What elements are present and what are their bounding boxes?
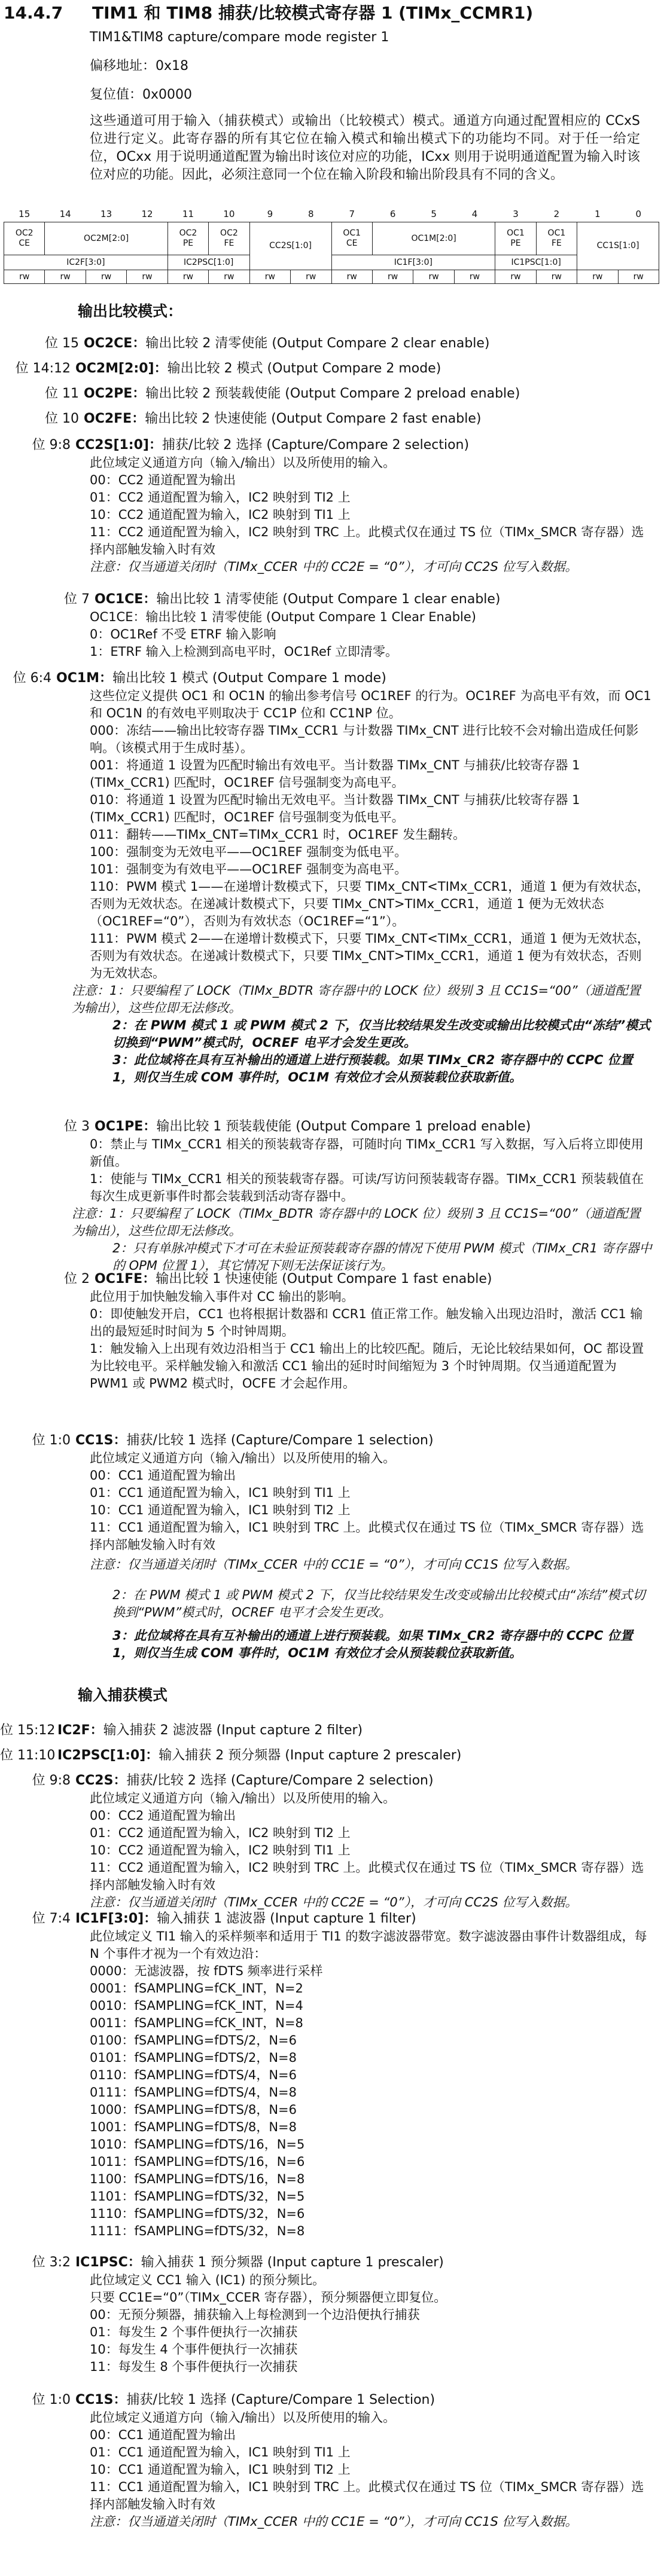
field-description: 输出比较 2 清零使能 (Output Compare 2 clear enable) — [145, 336, 490, 351]
field-ic1f — [0, 1910, 658, 2240]
field-name: IC2PSC[1:0]： — [57, 1748, 159, 1763]
field-cc1s-output — [0, 1432, 658, 1662]
field-text: 1110：fSAMPLING=fDTS/32，N=6 — [90, 2207, 305, 2221]
field-text: 10：CC1 通道配置为输入，IC1 映射到 TI2 上 — [90, 1503, 351, 1517]
bit-number: 5 — [431, 209, 437, 219]
field-text: 10：每发生 4 个事件便执行一次捕获 — [90, 2342, 298, 2357]
field-text: 000：冻结——输出比较寄存器 TIMx_CCR1 与计数器 TIMx_CNT 进行比较不会对输出造成任何影响。（该模式用于生成时基）。 — [90, 723, 639, 755]
field-cc2s-input — [0, 1772, 658, 1911]
register-subtitle: TIM1&TIM8 capture/compare mode register 1 — [90, 30, 389, 45]
field-note: 注意：仅当通道关闭时（TIMx_CCER 中的 CC1E = “0”），才可向 CC1S 位写入数据。 — [90, 2514, 578, 2529]
input-field-row — [4, 255, 659, 270]
field-description: 输出比较 1 预装载使能 (Output Compare 1 preload enable) — [156, 1119, 531, 1134]
field-text: 1011：fSAMPLING=fDTS/16，N=6 — [90, 2155, 305, 2169]
bit-number: 13 — [100, 209, 112, 219]
field-text: 0001：fSAMPLING=fCK_INT，N=2 — [90, 1981, 303, 1996]
access-cell: rw — [167, 270, 208, 284]
field-text: 11：CC2 通道配置为输入，IC2 映射到 TRC 上。此模式仅在通过 TS 位（TIMx_SMCR 寄存器）选择内部触发输入时有效 — [90, 525, 644, 557]
bit-number: 8 — [308, 209, 314, 219]
access-cell: rw — [495, 270, 536, 284]
field-name: IC1F[3:0]： — [75, 1911, 157, 1926]
field-text: 11：每发生 8 个事件便执行一次捕获 — [90, 2360, 298, 2374]
field-text: 只要 CC1E=“0”（TIMx_CCER 寄存器），预分频器便立即复位。 — [90, 2290, 447, 2305]
bit-position: 位 10 — [45, 411, 79, 426]
field-text: 100：强制变为无效电平——OC1REF 强制变为低电平。 — [90, 845, 407, 859]
field-description: 捕获/比较 2 选择 (Capture/Compare 2 selection) — [162, 438, 470, 453]
field-text: 00：CC2 通道配置为输出 — [90, 473, 236, 487]
field-oc1ce — [0, 591, 658, 661]
register-bit-table — [4, 206, 659, 284]
field-text: 此位域定义通道方向（输入/输出）以及所使用的输入。 — [90, 1451, 396, 1465]
field-name: CC1S： — [75, 2392, 127, 2407]
field-cell: CC1S[1:0] — [577, 222, 659, 270]
bit-position: 位 15 — [45, 336, 79, 351]
field-name: OC2M[2:0]： — [75, 361, 167, 376]
field-text: 00：CC1 通道配置为输出 — [90, 1468, 236, 1483]
output-compare-heading: 输出比较模式： — [78, 302, 183, 320]
bit-position: 位 14:12 — [15, 361, 71, 376]
bit-position: 位 6:4 — [13, 671, 51, 686]
field-text: 1：使能与 TIMx_CCR1 相关的预装载寄存器。可读/写访问预装载寄存器。TIMx_CCR1 预装载值在每次生成更新事件时都会装载到活动寄存器中。 — [90, 1172, 644, 1203]
access-cell: rw — [454, 270, 495, 284]
field-note: 2：在 PWM 模式 1 或 PWM 模式 2 下，仅当比较结果发生改变或输出比较模式由“冻结”模式切换到“PWM”模式时，OCREF 电平才会发生更改。 — [112, 1018, 651, 1050]
bit-position: 位 11:10 — [0, 1748, 56, 1763]
field-cell: OC2M[2:0] — [45, 222, 167, 255]
field-text: 0111：fSAMPLING=fDTS/4，N=8 — [90, 2085, 297, 2100]
field-text: 0：即使触发开启，CC1 也将根据计数器和 CCR1 值正常工作。触发输入出现边沿时，激活 CC1 输出的最短延时时间为 5 个时钟周期。 — [90, 1307, 643, 1339]
access-cell: rw — [536, 270, 577, 284]
bit-number: 7 — [349, 209, 355, 219]
section-title-text: TIM1 和 TIM8 捕获/比较模式寄存器 1 (TIMx_CCMR1) — [92, 3, 534, 23]
field-note: 注意：仅当通道关闭时（TIMx_CCER 中的 CC2E = “0”），才可向 CC2S 位写入数据。 — [90, 560, 578, 574]
field-text: 1010：fSAMPLING=fDTS/16，N=5 — [90, 2137, 305, 2152]
field-cell: IC1F[3:0] — [331, 255, 495, 270]
bit-number-row — [4, 206, 659, 222]
field-description: 捕获/比较 1 选择 (Capture/Compare 1 Selection) — [126, 2392, 435, 2407]
field-oc1pe — [0, 1118, 658, 1275]
bit-number: 6 — [389, 209, 396, 219]
field-cell: OC1M[2:0] — [372, 222, 495, 255]
access-cell: rw — [413, 270, 454, 284]
field-description: 输出比较 2 快速使能 (Output Compare 2 fast enable) — [145, 411, 482, 426]
bit-number: 9 — [267, 209, 273, 219]
field-text: OC1CE：输出比较 1 清零使能 (Output Compare 1 Clear Enable) — [90, 610, 476, 624]
field-text: 此位域定义通道方向（输入/输出）以及所使用的输入。 — [90, 456, 396, 470]
field-description: 捕获/比较 2 选择 (Capture/Compare 2 selection) — [126, 1773, 434, 1788]
bit-position: 位 9:8 — [32, 438, 71, 453]
bit-number: 4 — [471, 209, 478, 219]
bit-position: 位 1:0 — [32, 2392, 71, 2407]
bit-position: 位 15:12 — [0, 1723, 56, 1738]
field-cc1s-input — [0, 2391, 658, 2531]
bit-number: 2 — [553, 209, 560, 219]
field-text: 01：CC1 通道配置为输入，IC1 映射到 TI1 上 — [90, 2445, 351, 2459]
field-text: 0：OC1Ref 不受 ETRF 输入影响 — [90, 627, 276, 641]
bit-number: 12 — [141, 209, 153, 219]
access-cell: rw — [618, 270, 659, 284]
field-description: 输出比较 1 模式 (Output Compare 1 mode) — [112, 671, 386, 686]
field-note: 2：只有单脉冲模式下才可在未验证预装载寄存器的情况下使用 PWM 模式（TIMx_CR1 寄存器中的 OPM 位置 1），其它情况下则无法保证该行为。 — [112, 1241, 652, 1273]
field-text: 01：CC2 通道配置为输入，IC2 映射到 TI2 上 — [90, 1826, 351, 1840]
field-name: CC1S： — [75, 1433, 127, 1448]
field-text: 001：将通道 1 设置为匹配时输出有效电平。当计数器 TIMx_CNT 与捕获/比较寄存器 1 (TIMx_CCR1) 匹配时，OC1REF 信号强制变为高电平。 — [90, 758, 580, 790]
field-text: 此位域定义通道方向（输入/输出）以及所使用的输入。 — [90, 1791, 396, 1805]
access-cell: rw — [331, 270, 372, 284]
field-name: CC2S： — [75, 1773, 127, 1788]
field-text: 1100：fSAMPLING=fDTS/16，N=8 — [90, 2172, 305, 2186]
field-description: 输入捕获 1 预分频器 (Input capture 1 prescaler) — [141, 2255, 444, 2270]
field-text: 010：将通道 1 设置为匹配时输出无效电平。当计数器 TIMx_CNT 与捕获/比较寄存器 1 (TIMx_CCR1) 匹配时，OC1REF 信号强制变为低电平。 — [90, 793, 580, 824]
field-cell: OC1 FE — [536, 222, 577, 255]
input-capture-heading: 输入捕获模式 — [78, 1686, 168, 1704]
field-name: IC2F： — [57, 1723, 103, 1738]
field-name: IC1PSC： — [75, 2255, 141, 2270]
field-cell: IC2F[3:0] — [4, 255, 168, 270]
field-description: 输出比较 1 快速使能 (Output Compare 1 fast enable) — [156, 1272, 492, 1287]
field-text: 0101：fSAMPLING=fDTS/2，N=8 — [90, 2051, 297, 2065]
field-description: 输出比较 1 清零使能 (Output Compare 1 clear enable) — [156, 592, 501, 607]
field-note: 2：在 PWM 模式 1 或 PWM 模式 2 下，仅当比较结果发生改变或输出比较模式由“冻结”模式切换到“PWM”模式时，OCREF 电平才会发生更改。 — [112, 1588, 645, 1619]
register-reset-value: 复位值：0x0000 — [90, 87, 193, 102]
field-ic1psc — [0, 2254, 658, 2376]
bit-position: 位 7 — [64, 592, 90, 607]
bit-position: 位 9:8 — [32, 1773, 71, 1788]
field-name: OC2PE： — [84, 386, 146, 401]
field-description: 捕获/比较 1 选择 (Capture/Compare 1 selection) — [126, 1433, 434, 1448]
field-description: 输出比较 2 模式 (Output Compare 2 mode) — [167, 361, 441, 376]
field-text: 00：无预分频器，捕获输入上每检测到一个边沿便执行捕获 — [90, 2308, 420, 2322]
field-text: 此位域定义 TI1 输入的采样频率和适用于 TI1 的数字滤波器带宽。数字滤波器由事件计数器组成，每 N 个事件才视为一个有效边沿： — [90, 1929, 647, 1961]
field-text: 01：每发生 2 个事件便执行一次捕获 — [90, 2325, 298, 2339]
field-text: 1101：fSAMPLING=fDTS/32，N=5 — [90, 2189, 305, 2204]
access-cell: rw — [291, 270, 331, 284]
field-name: OC1PE： — [95, 1119, 157, 1134]
field-oc2pe — [0, 385, 658, 403]
field-text: 011：翻转——TIMx_CNT=TIMx_CCR1 时，OC1REF 发生翻转。 — [90, 827, 466, 842]
field-ic2psc — [0, 1747, 658, 1765]
field-text: 111：PWM 模式 2——在递增计数模式下，只要 TIMx_CNT<TIMx_CCR1，通道 1 便为无效状态，否则为有效状态。在递减计数模式下，只要 TIMx_CNT>TIMx_CCR1，通道 1 便为有效状态，否则为无效状态。 — [90, 931, 650, 980]
field-text: 00：CC2 通道配置为输出 — [90, 1808, 236, 1823]
field-name: OC1M： — [56, 671, 113, 686]
field-oc1m — [0, 670, 658, 1086]
field-text: 1001：fSAMPLING=fDTS/8，N=8 — [90, 2120, 297, 2134]
field-text: 01：CC2 通道配置为输入，IC2 映射到 TI2 上 — [90, 490, 351, 505]
bit-position: 位 11 — [45, 386, 79, 401]
field-cell: CC2S[1:0] — [249, 222, 331, 270]
access-cell: rw — [4, 270, 45, 284]
field-text: 01：CC1 通道配置为输入，IC1 映射到 TI1 上 — [90, 1486, 351, 1500]
bit-number: 14 — [59, 209, 71, 219]
field-text: 00：CC1 通道配置为输出 — [90, 2428, 236, 2442]
field-note: 3：此位域将在具有互补输出的通道上进行预装载。如果 TIMx_CR2 寄存器中的 CCPC 位置 1，则仅当生成 COM 事件时，OC1M 有效位才会从预装载位获取新值。 — [112, 1628, 633, 1660]
field-description: 输入捕获 2 预分频器 (Input capture 2 prescaler) — [159, 1748, 462, 1763]
field-cc2s — [0, 436, 658, 576]
field-note: 注意：1：只要编程了 LOCK（TIMx_BDTR 寄存器中的 LOCK 位）级别 3 且 CC1S=“00”（通道配置为输出），这些位即无法修改。 — [72, 983, 641, 1015]
access-row — [4, 270, 659, 284]
field-text: 0010：fSAMPLING=fCK_INT，N=4 — [90, 1999, 303, 2013]
field-description: 输入捕获 2 滤波器 (Input capture 2 filter) — [103, 1723, 363, 1738]
bit-number: 1 — [595, 209, 601, 219]
field-text: 101：强制变为有效电平——OC1REF 强制变为高电平。 — [90, 862, 407, 876]
field-text: 11：CC1 通道配置为输入，IC1 映射到 TRC 上。此模式仅在通过 TS 位（TIMx_SMCR 寄存器）选择内部触发输入时有效 — [90, 1520, 644, 1552]
field-name: OC2FE： — [84, 411, 145, 426]
field-cell: OC2 PE — [167, 222, 208, 255]
field-text: 110：PWM 模式 1——在递增计数模式下，只要 TIMx_CNT<TIMx_CCR1，通道 1 便为有效状态，否则为无效状态。在递减计数模式下，只要 TIMx_CNT>TIMx_CCR1，通道 1 便为无效状态（OC1REF=“0”），否则为有效状态（OC1REF=“1”）。 — [90, 879, 650, 928]
bit-position: 位 2 — [64, 1272, 90, 1287]
field-name: OC1CE： — [95, 592, 157, 607]
field-oc1fe — [0, 1270, 658, 1392]
bit-number: 3 — [513, 209, 519, 219]
section-title — [4, 2, 533, 24]
field-text: 此位用于加快触发输入事件对 CC 输出的影响。 — [90, 1289, 354, 1304]
field-text: 1：触发输入上出现有效边沿相当于 CC1 输出上的比较匹配。随后，无论比较结果如何，OC 都设置为比较电平。采样触发输入和激活 CC1 输出的延时时间缩短为 3 个时钟周期。仅当通道配置为 PWM1 或 PWM2 模式时，OCFE 才会起作用。 — [90, 1342, 644, 1391]
field-text: 10：CC2 通道配置为输入，IC2 映射到 TI1 上 — [90, 508, 351, 522]
field-ic2f — [0, 1722, 658, 1740]
field-name: OC2CE： — [84, 336, 146, 351]
bit-position: 位 3 — [64, 1119, 90, 1134]
intro-paragraph: 这些通道可用于输入（捕获模式）或输出（比较模式）模式。通道方向通过配置相应的 CCxS 位进行定义。此寄存器的所有其它位在输入模式和输出模式下的功能均不同。对于任一给定位，OCxx 用于说明通道配置为输出时该位对应的功能，ICxx 则用于说明通道配置为输入时该位对应的功能。因此，必须注意同一个位在输入阶段和输出阶段具有不同的含义。 — [90, 114, 640, 182]
field-text: 0011：fSAMPLING=fCK_INT，N=8 — [90, 2016, 303, 2030]
bit-number: 10 — [223, 209, 235, 219]
access-cell: rw — [209, 270, 249, 284]
access-cell: rw — [372, 270, 413, 284]
field-cell: IC2PSC[1:0] — [167, 255, 249, 270]
access-cell: rw — [577, 270, 618, 284]
bit-number: 0 — [635, 209, 642, 219]
field-text: 11：CC2 通道配置为输入，IC2 映射到 TRC 上。此模式仅在通过 TS 位（TIMx_SMCR 寄存器）选择内部触发输入时有效 — [90, 1860, 644, 1892]
field-text: 1111：fSAMPLING=fDTS/32，N=8 — [90, 2224, 305, 2238]
field-description: 输出比较 2 预装载使能 (Output Compare 2 preload enable) — [145, 386, 520, 401]
field-text: 0100：fSAMPLING=fDTS/2，N=6 — [90, 2033, 297, 2048]
access-cell: rw — [127, 270, 167, 284]
field-oc2m — [0, 360, 658, 378]
field-text: 此位域定义通道方向（输入/输出）以及所使用的输入。 — [90, 2410, 396, 2425]
field-cell: OC1 CE — [331, 222, 372, 255]
field-cell: OC2 FE — [209, 222, 249, 255]
field-description: 输入捕获 1 滤波器 (Input capture 1 filter) — [157, 1911, 416, 1926]
field-name: CC2S[1:0]： — [75, 438, 162, 453]
bit-position: 位 1:0 — [32, 1433, 71, 1448]
field-text: 0000：无滤波器，按 fDTS 频率进行采样 — [90, 1964, 323, 1978]
register-offset: 偏移地址：0x18 — [90, 59, 189, 74]
field-cell: OC2 CE — [4, 222, 45, 255]
field-cell: IC1PSC[1:0] — [495, 255, 577, 270]
bit-number: 11 — [182, 209, 194, 219]
field-text: 1：ETRF 输入上检测到高电平时，OC1Ref 立即清零。 — [90, 644, 398, 659]
bit-position: 位 3:2 — [32, 2255, 71, 2270]
field-note: 注意：仅当通道关闭时（TIMx_CCER 中的 CC1E = “0”），才可向 CC1S 位写入数据。 — [90, 1557, 578, 1572]
field-cell: OC1 PE — [495, 222, 536, 255]
field-text: 1000：fSAMPLING=fDTS/8，N=6 — [90, 2103, 297, 2117]
field-text: 11：CC1 通道配置为输入，IC1 映射到 TRC 上。此模式仅在通过 TS 位（TIMx_SMCR 寄存器）选择内部触发输入时有效 — [90, 2480, 644, 2511]
field-name: OC1FE： — [95, 1272, 156, 1287]
access-cell: rw — [249, 270, 290, 284]
bit-number: 15 — [19, 209, 31, 219]
field-text: 10：CC1 通道配置为输入，IC1 映射到 TI2 上 — [90, 2462, 351, 2477]
field-text: 0110：fSAMPLING=fDTS/4，N=6 — [90, 2068, 297, 2082]
access-cell: rw — [86, 270, 126, 284]
field-text: 这些位定义提供 OC1 和 OC1N 的输出参考信号 OC1REF 的行为。OC1REF 为高电平有效，而 OC1 和 OC1N 的有效电平则取决于 CC1P 位和 CC1NP 位。 — [90, 689, 651, 720]
field-oc2fe — [0, 410, 658, 428]
field-note: 注意：1：只要编程了 LOCK（TIMx_BDTR 寄存器中的 LOCK 位）级别 3 且 CC1S=“00”（通道配置为输出），这些位即无法修改。 — [72, 1206, 641, 1238]
section-number: 14.4.7 — [4, 3, 63, 23]
field-note: 3：此位域将在具有互补输出的通道上进行预装载。如果 TIMx_CR2 寄存器中的 CCPC 位置 1，则仅当生成 COM 事件时，OC1M 有效位才会从预装载位获取新值。 — [112, 1053, 633, 1084]
access-cell: rw — [45, 270, 86, 284]
bit-position: 位 7:4 — [32, 1911, 71, 1926]
field-oc2ce — [0, 335, 658, 353]
field-note: 注意：仅当通道关闭时（TIMx_CCER 中的 CC2E = “0”），才可向 CC2S 位写入数据。 — [90, 1895, 578, 1909]
field-text: 10：CC2 通道配置为输入，IC2 映射到 TI1 上 — [90, 1843, 351, 1857]
field-text: 此位域定义 CC1 输入 (IC1) 的预分频比。 — [90, 2273, 325, 2287]
field-name-row — [4, 222, 659, 255]
field-text: 0：禁止与 TIMx_CCR1 相关的预装载寄存器，可随时向 TIMx_CCR1 写入数据，写入后将立即使用新值。 — [90, 1137, 644, 1169]
